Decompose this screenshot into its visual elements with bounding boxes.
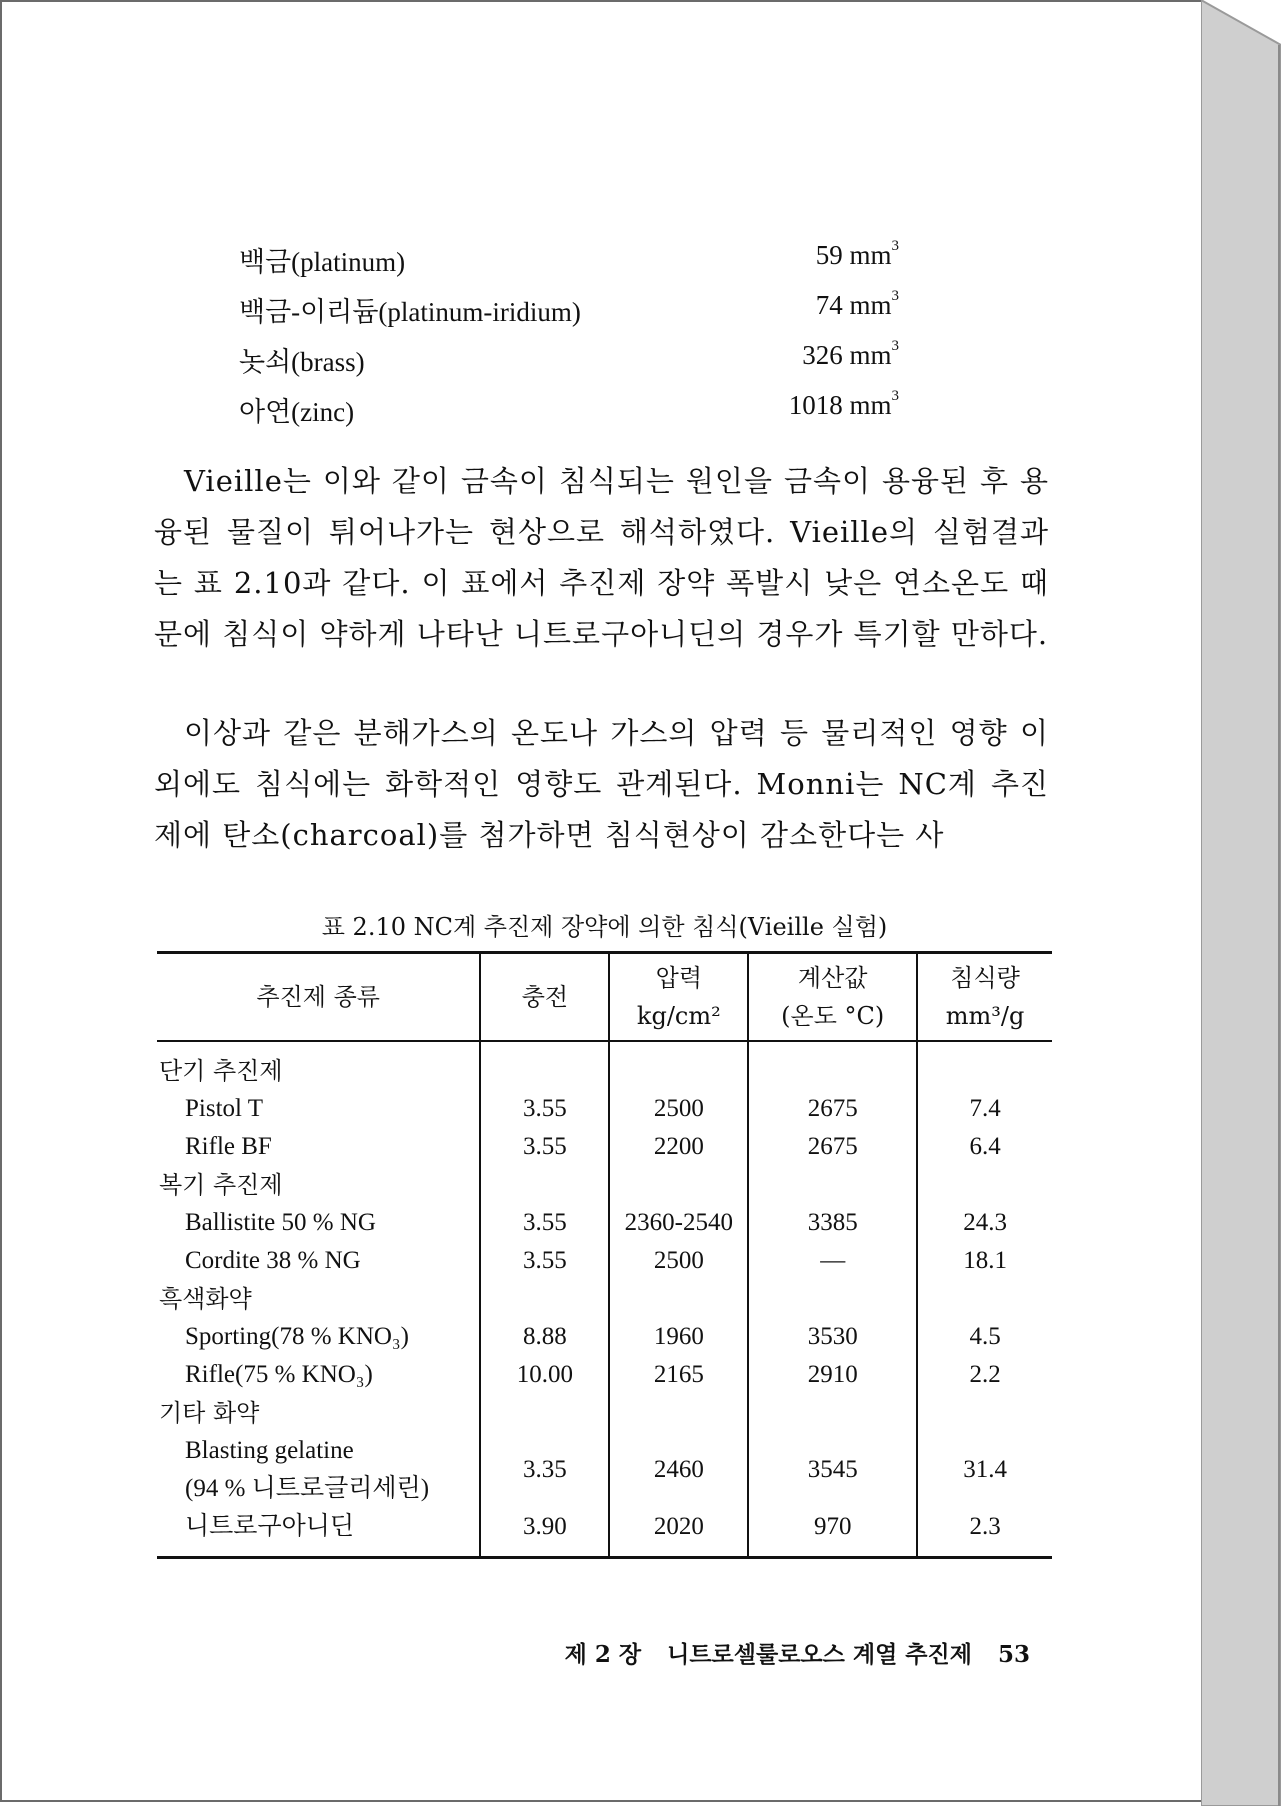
metal-value: 1018 $mm^3$ bbox=[788, 388, 899, 420]
book-page-edge bbox=[1201, 0, 1281, 1806]
footer-chapter: 제 2 장 bbox=[564, 1641, 642, 1668]
metal-name: 놋쇠(brass) bbox=[239, 347, 365, 377]
header-erosion-amount: 침식량 mm³/g bbox=[917, 953, 1052, 1042]
table-row: Rifle BF 3.55 2200 2675 6.4 bbox=[157, 1128, 1052, 1166]
erosion-table bbox=[157, 951, 1052, 1559]
table-row: Blasting gelatine (94 % 니트로글리세린) 3.35 2460 3545 31.4 bbox=[157, 1432, 1052, 1508]
table-caption: 표 2.10 NC계 추진제 장약에 의한 침식(Vieille 실험) bbox=[321, 913, 888, 941]
footer-title: 니트로셀룰로오스 계열 추진제 bbox=[667, 1641, 972, 1668]
metal-erosion-list bbox=[239, 240, 899, 440]
paragraph-chemical-effects: 이상과 같은 분해가스의 온도나 가스의 압력 등 물리적인 영향 이외에도 침식에는 화학적인 영향도 관계된다. Monni는 NC계 추진제에 탄소(charcoal)를 첨가하면 침식현상이 감소한다는 사 bbox=[154, 716, 1049, 852]
metal-row bbox=[239, 290, 899, 340]
metal-row bbox=[239, 390, 899, 440]
table-header-row bbox=[157, 953, 1052, 1042]
table-row: Sporting(78 % KNO₃) 8.88 1960 3530 4.5 bbox=[157, 1318, 1052, 1356]
metal-value: 59 $mm^3$ bbox=[815, 238, 899, 270]
table-group-row: 복기 추진제 bbox=[157, 1166, 1052, 1204]
table-group-row: 기타 화약 bbox=[157, 1394, 1052, 1432]
table-group-row: 단기 추진제 bbox=[157, 1041, 1052, 1090]
page-footer bbox=[520, 1636, 1030, 1669]
header-calculated-temperature: 계산값 (온도 °C) bbox=[748, 953, 917, 1042]
erosion-data-table bbox=[157, 951, 1052, 1559]
metal-value: 74 $mm^3$ bbox=[815, 288, 899, 320]
page-number: 53 bbox=[997, 1641, 1030, 1668]
page-edge-face bbox=[1201, 0, 1281, 1806]
table-group-row: 흑색화약 bbox=[157, 1280, 1052, 1318]
metal-name: 백금-이리듐(platinum-iridium) bbox=[239, 297, 581, 327]
header-charge: 충전 bbox=[480, 953, 609, 1042]
table-row: Rifle(75 % KNO₃) 10.00 2165 2910 2.2 bbox=[157, 1356, 1052, 1394]
metal-value: 326 $mm^3$ bbox=[802, 338, 899, 370]
table-row: Ballistite 50 % NG 3.55 2360-2540 3385 24.3 bbox=[157, 1204, 1052, 1242]
paragraph-vieille: Vieille는 이와 같이 금속이 침식되는 원인을 금속이 용융된 후 용융된 물질이 튀어나가는 현상으로 해석하였다. Vieille의 실험결과는 표 2.10과 같다. 이 표에서 추진제 장약 폭발시 낮은 연소온도 때문에 침식이 약하게 나타난 니트로구아니딘의 경우가 특기할 만하다. bbox=[154, 464, 1049, 651]
header-propellant-type: 추진제 종류 bbox=[256, 983, 380, 1011]
metal-name: 백금(platinum) bbox=[239, 247, 406, 277]
metal-name: 아연(zinc) bbox=[239, 397, 355, 427]
metal-row bbox=[239, 340, 899, 390]
table-row: Pistol T 3.55 2500 2675 7.4 bbox=[157, 1090, 1052, 1128]
table-row: Cordite 38 % NG 3.55 2500 — 18.1 bbox=[157, 1242, 1052, 1280]
table-row: 니트로구아니딘 3.90 2020 970 2.3 bbox=[157, 1508, 1052, 1558]
metal-row bbox=[239, 240, 899, 290]
header-pressure: 압력 kg/cm² bbox=[609, 953, 748, 1042]
